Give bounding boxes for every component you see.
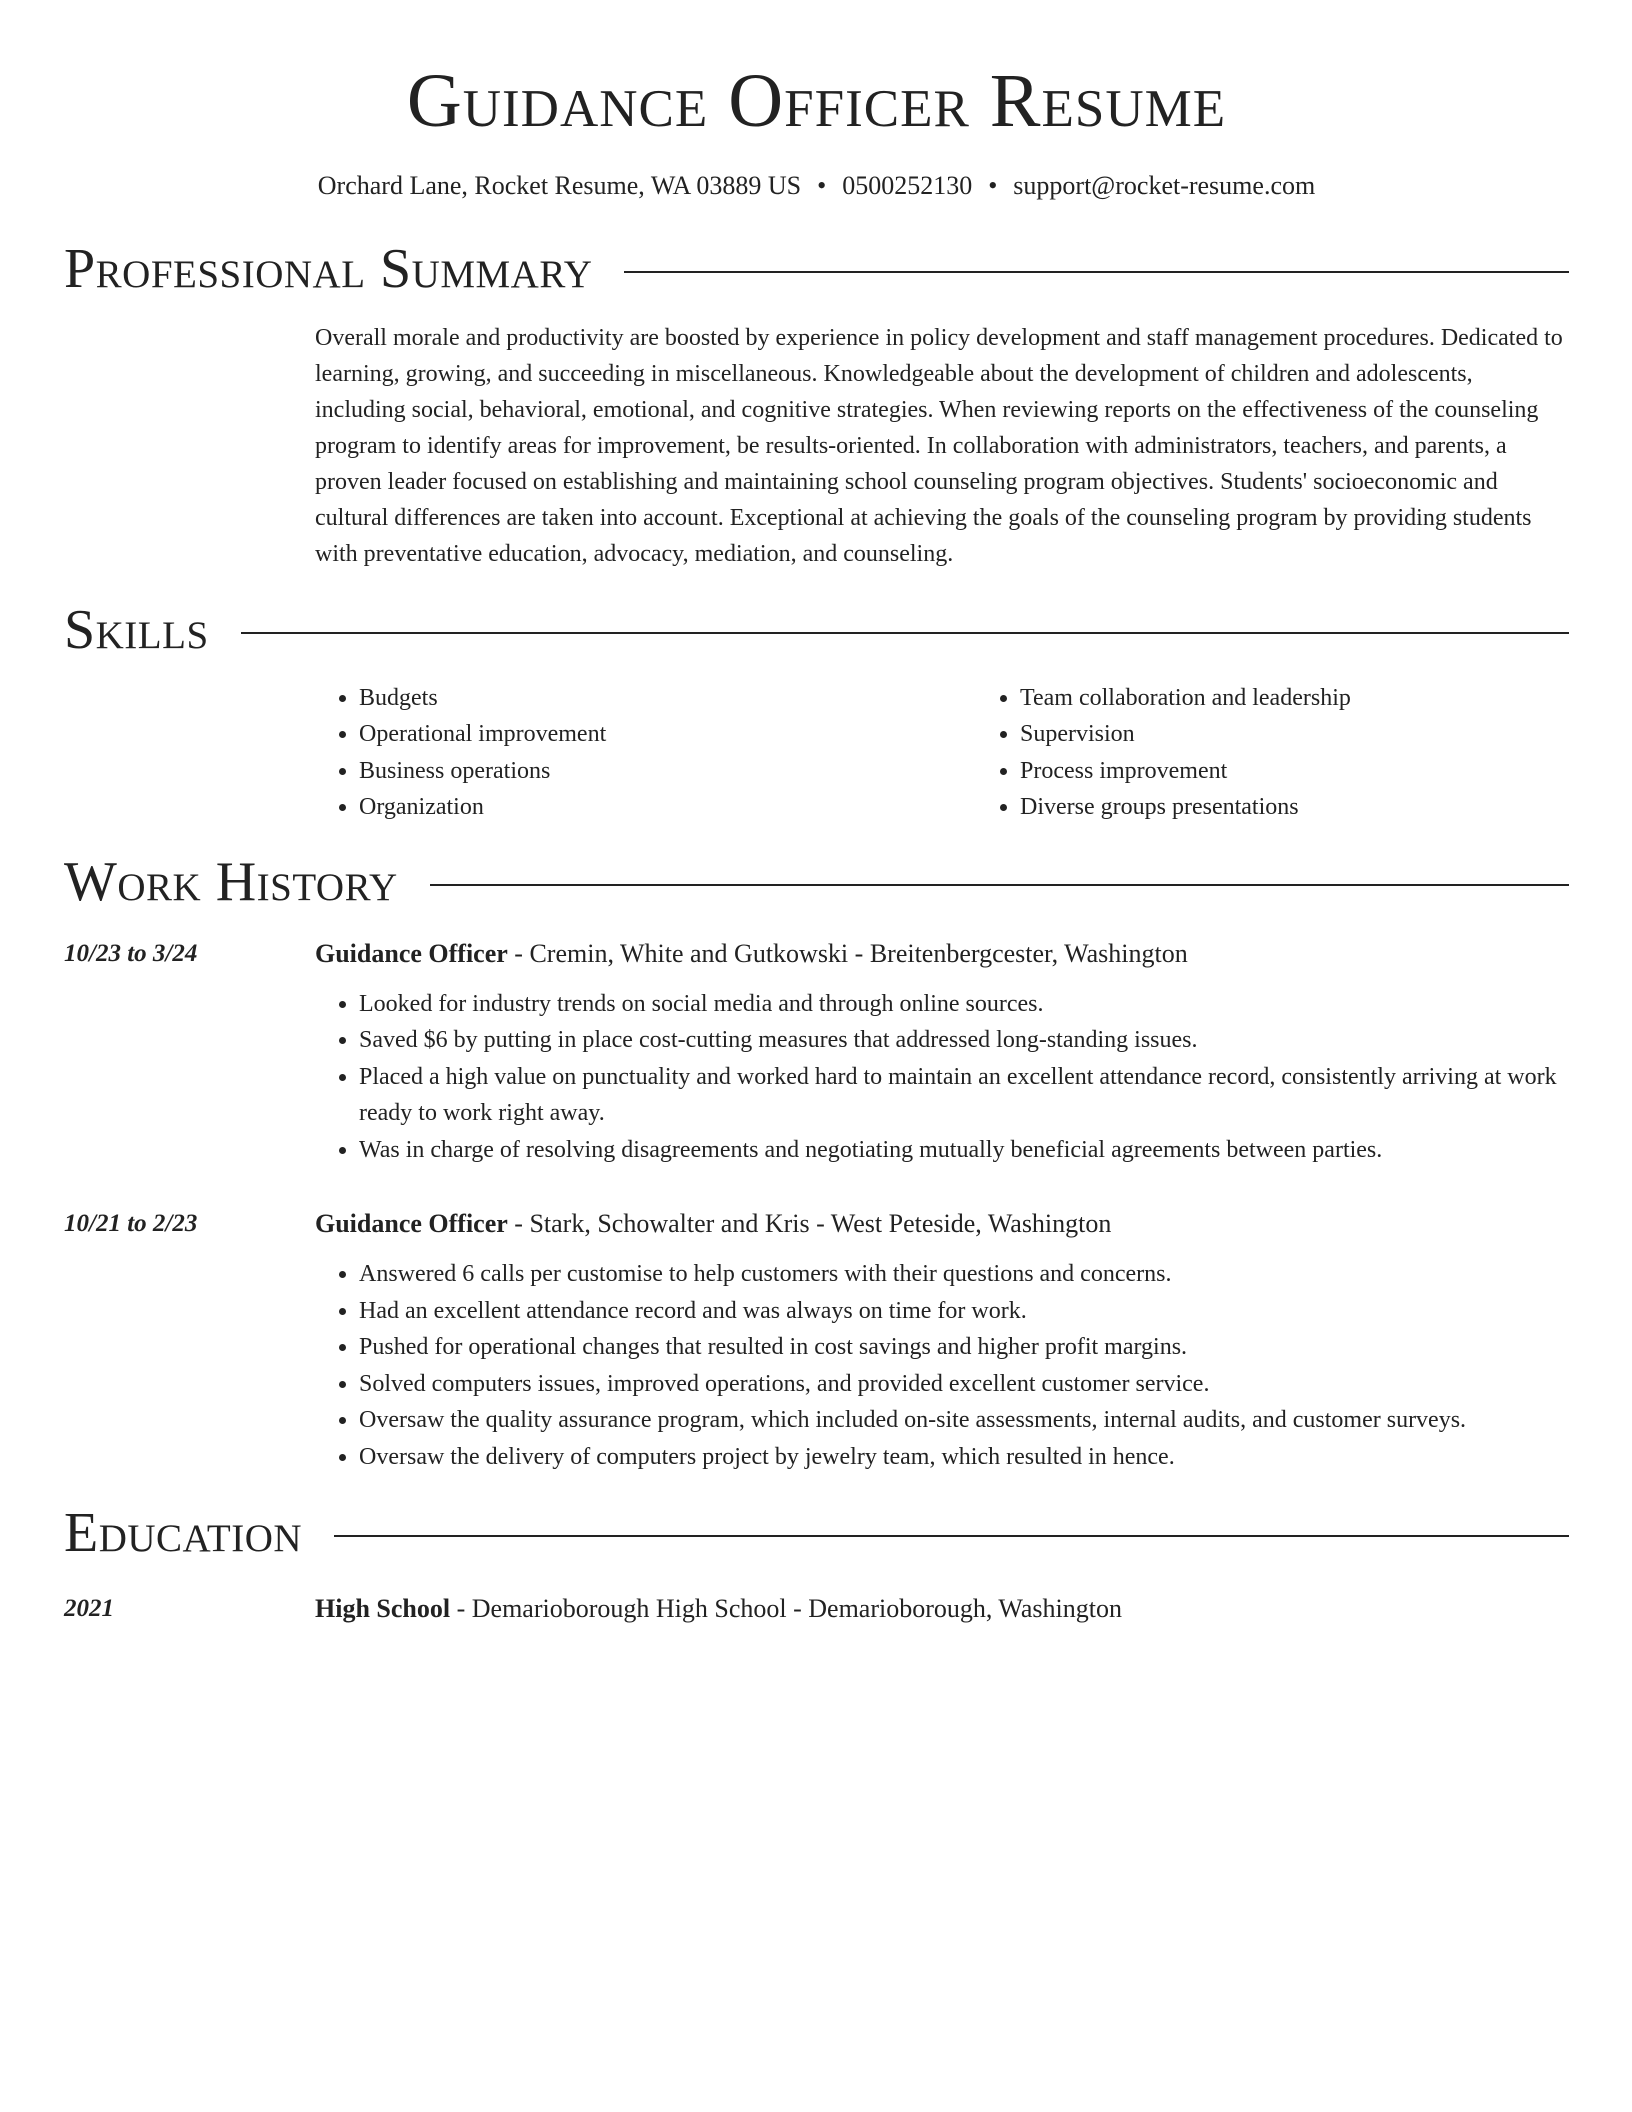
skill-item: • Budgets: [359, 680, 976, 717]
job-bullet: • Solved computers issues, improved operations, and provided excellent customer service.: [359, 1366, 1569, 1403]
skill-item: • Business operations: [359, 753, 976, 790]
summary-spacer: [64, 320, 315, 572]
contact-address: Orchard Lane, Rocket Resume, WA 03889 US: [317, 170, 802, 200]
summary-section: [64, 320, 1569, 572]
education-heading: Education: [64, 1502, 303, 1565]
job-heading: [315, 936, 1569, 972]
skill-item: • Diverse groups presentations: [1020, 789, 1632, 826]
job-entry: [64, 936, 1569, 1169]
job-bullet: • Had an excellent attendance record and was always on time for work.: [359, 1293, 1569, 1330]
skill-item: • Process improvement: [1020, 753, 1632, 790]
job-bullet: • Looked for industry trends on social media and through online sources.: [359, 986, 1569, 1023]
job-title: Guidance Officer: [315, 1209, 508, 1239]
skills-heading: Skills: [64, 599, 209, 662]
job-details: - Cremin, White and Gutkowski - Breitenbergcester, Washington: [507, 938, 1188, 968]
job-entry: [64, 1206, 1569, 1475]
section-divider: [624, 271, 1569, 273]
job-bullet: • Saved $6 by putting in place cost-cutting measures that addressed long-standing issues.: [359, 1022, 1569, 1059]
skills-grid: [315, 680, 1632, 826]
education-entry: [64, 1591, 1569, 1627]
work-heading: Work History: [64, 850, 398, 913]
job-dates: 10/21 to 2/23: [64, 1210, 198, 1238]
job-details: - Stark, Schowalter and Kris - West Peteside, Washington: [507, 1209, 1112, 1239]
section-divider: [334, 1535, 1569, 1537]
job-bullet: • Placed a high value on punctuality and worked hard to maintain an excellent attendance record, consistently arriving at work ready to work right away.: [359, 1059, 1569, 1132]
skills-section-header: [64, 600, 1569, 662]
skill-item: • Supervision: [1020, 716, 1632, 753]
skills-list-right: [976, 680, 1632, 826]
section-divider: [430, 884, 1569, 886]
skills-list-left: [315, 680, 976, 826]
contact-phone: 0500252130: [842, 170, 973, 200]
skill-item: • Team collaboration and leadership: [1020, 680, 1632, 717]
job-heading: [315, 1206, 1569, 1242]
job-bullet: • Was in charge of resolving disagreements and negotiating mutually beneficial agreements between parties.: [359, 1132, 1569, 1169]
skills-spacer: [64, 680, 315, 826]
education-section-header: [64, 1503, 1569, 1565]
resume-page: [64, 0, 1569, 1627]
work-section-header: [64, 852, 1569, 914]
job-bullets: [315, 1256, 1569, 1475]
job-dates: 10/23 to 3/24: [64, 939, 198, 967]
job-bullet: • Oversaw the delivery of computers project by jewelry team, which resulted in hence.: [359, 1439, 1569, 1476]
job-title: Guidance Officer: [315, 938, 508, 968]
education-degree: High School: [315, 1593, 451, 1623]
education-details: - Demarioborough High School - Demarioborough, Washington: [450, 1593, 1122, 1623]
job-bullet: • Oversaw the quality assurance program, which included on-site assessments, internal audits, and customer surveys.: [359, 1402, 1569, 1439]
summary-section-header: [64, 239, 1569, 301]
summary-text: Overall morale and productivity are boosted by experience in policy development and staff management procedures. Dedicated to learning, growing, and succeeding in miscellaneous. Knowledgeable about the development of children and adolescents, including social, behavioral, emotional, and cognitive strategies. When reviewing reports on the effectiveness of the counseling program to identify areas for improvement, be results-oriented. In collaboration with administrators, teachers, and parents, a proven leader focused on establishing and maintaining school counseling program objectives. Students' socioeconomic and cultural differences are taken into account. Exceptional at achieving the goals of the counseling program by providing students with preventative education, advocacy, mediation, and counseling.: [315, 325, 1563, 568]
education-year: 2021: [64, 1594, 114, 1622]
skill-item: • Organization: [359, 789, 976, 826]
contact-separator: •: [988, 170, 998, 200]
contact-separator: •: [817, 170, 827, 200]
contact-email: support@rocket-resume.com: [1013, 170, 1316, 200]
resume-title: Guidance Officer Resume: [406, 59, 1227, 143]
job-bullet: • Pushed for operational changes that resulted in cost savings and higher profit margins.: [359, 1329, 1569, 1366]
skill-item: • Operational improvement: [359, 716, 976, 753]
summary-heading: Professional Summary: [64, 237, 593, 300]
contact-line: [64, 170, 1569, 201]
education-heading-line: [315, 1591, 1569, 1627]
section-divider: [241, 632, 1569, 634]
skills-section: [64, 680, 1569, 826]
job-bullet: • Answered 6 calls per customise to help customers with their questions and concerns.: [359, 1256, 1569, 1293]
job-bullets: [315, 986, 1569, 1169]
